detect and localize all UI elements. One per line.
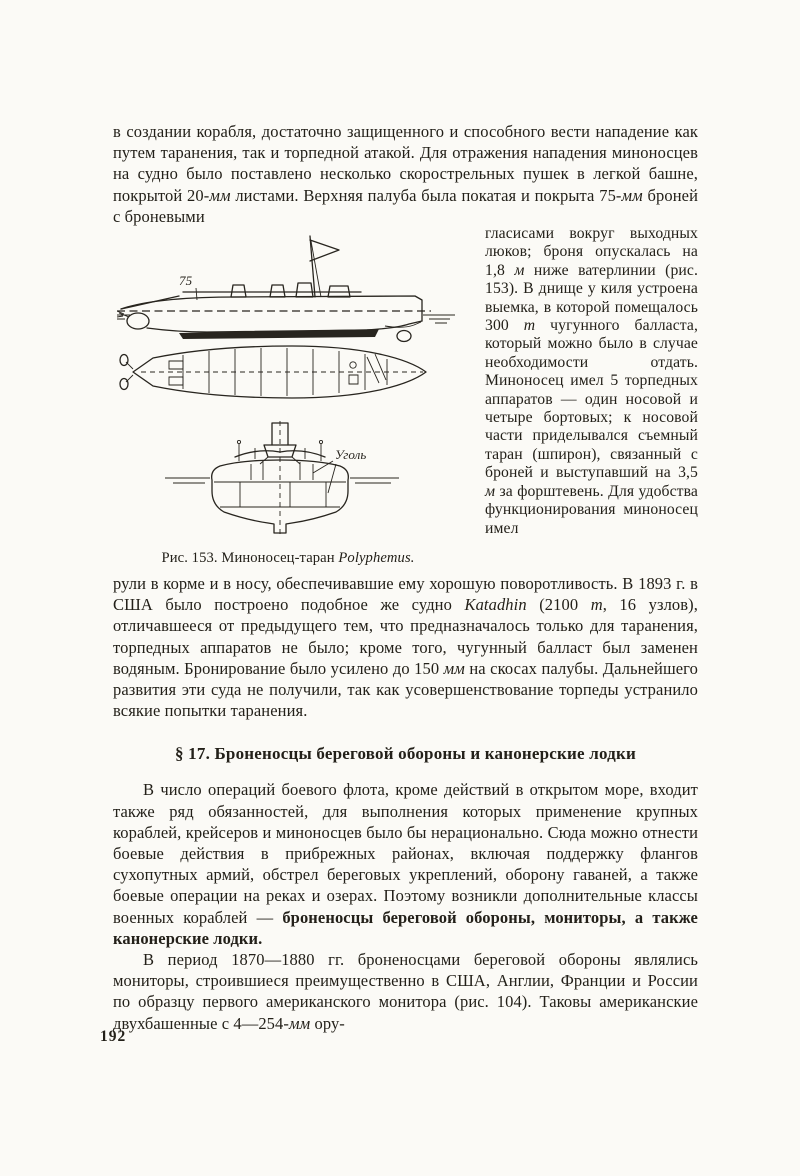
text-segment: на скосах палубы. Дальнейшего развития эти суда не получили, так как усовершенствование торпеды устранило всякие попытки таранения. — [113, 658, 698, 721]
text-segment: листами. Верхняя палуба была покатая и покрыта 75- — [230, 185, 622, 205]
text-segment: Katadhin — [464, 595, 527, 615]
paragraph-monitors — [113, 949, 698, 1034]
section-heading: § 17. Броненосцы береговой обороны и канонерские лодки — [175, 744, 636, 764]
ship-three-view-drawing — [117, 233, 457, 545]
figure-153 — [113, 229, 485, 567]
text-segment: В период 1870—1880 гг. броненосцами береговой обороны являлись мониторы, строившиеся преимущественно в США, Англии, Франции и России по образцу первого американского монитора (рис. 104). Таковы американские двухбашенные с 4—254- — [113, 950, 698, 1033]
page-number: 192 — [100, 1028, 127, 1045]
text-segment: м — [485, 482, 496, 500]
text-segment: за форштевень. Для удобства функционирования миноносец имел — [485, 482, 698, 537]
text-segment: В число операций боевого флота, кроме действий в открытом море, входит также ряд обязанностей, для выполнения которых применение крупных кораблей, крейсеров и миноносцев было бы нерационально. Сюда можно отнести боевые действия в прибрежных районах, включая поддержку флангов сухопутных армий, обстрел береговых укреплений, оборону гаваней, а также боевые операции на реках и озерах. Поэтому возникли дополнительные классы военных кораблей — — [113, 780, 698, 927]
paragraph-coastal-defense — [113, 779, 698, 949]
text-segment: ору- — [310, 1013, 345, 1033]
text-segment: м — [514, 261, 525, 279]
ship-side-view — [117, 236, 455, 342]
text-segment: в создании корабля, достаточно защищенного и способного вести нападение как путем таранения, так и торпедной атакой. Для отражения нападения миноносцев на судно было поставлено несколько скорострельных пушек в легкой башне, покрытой 20- — [113, 122, 698, 205]
text-segment: рули в корме и в носу, обеспечивавшие ему хорошую поворотливость. В 1893 г. в США было построено подобное же судно — [113, 574, 698, 615]
paragraph-continued — [113, 121, 698, 227]
text-column — [113, 121, 698, 1034]
text-segment: Рис. 153. Миноносец-таран — [161, 550, 339, 567]
text-segment: мм — [288, 1013, 311, 1033]
text-segment: т — [590, 595, 603, 615]
text-segment: ниже ватерлинии (рис. 153). В днище у киля устроена выемка, в которой помещалось 300 — [485, 261, 698, 335]
text-segment: Polyphemus. — [338, 550, 415, 567]
text-segment: чугунного балласта, который можно было в случае необходимости отдать. Миноносец имел 5 торпедных аппаратов — один носовой и четыре бортовых; к носовой части приделывался съемный таран (шпирон), связанный с броней и выступавший на 3,5 — [485, 317, 698, 482]
text-segment: (2100 — [526, 595, 591, 615]
text-segment: , 16 узлов), отличавшееся от предыдущего тем, что предназначалось только для таранения, торпедных аппаратов не было; кроме того, чугунный балласт был заменен водяным. Бронирование было усилено до 150 — [113, 595, 698, 678]
text-segment: мм — [209, 185, 231, 205]
figure-row — [113, 225, 698, 567]
text-segment: т — [523, 317, 536, 335]
text-segment: мм — [621, 185, 643, 205]
ship-plan-view — [120, 346, 426, 398]
text-segment: броненосцы береговой обороны, мониторы, а также канонерские лодки. — [113, 907, 698, 948]
figure-caption — [113, 549, 463, 567]
text-segment: мм — [443, 658, 465, 678]
ship-cross-section — [165, 421, 399, 534]
text-segment: гласисами вокруг выходных люков; броня опускалась на 1,8 — [485, 225, 698, 279]
text-segment: броней с броневыми — [113, 185, 698, 226]
paragraph-beside-figure — [485, 225, 698, 567]
paragraph-after-figure — [113, 573, 698, 721]
coal-bunker-label: Уголь — [335, 447, 367, 463]
armor-thickness-label: 75 — [179, 273, 193, 289]
